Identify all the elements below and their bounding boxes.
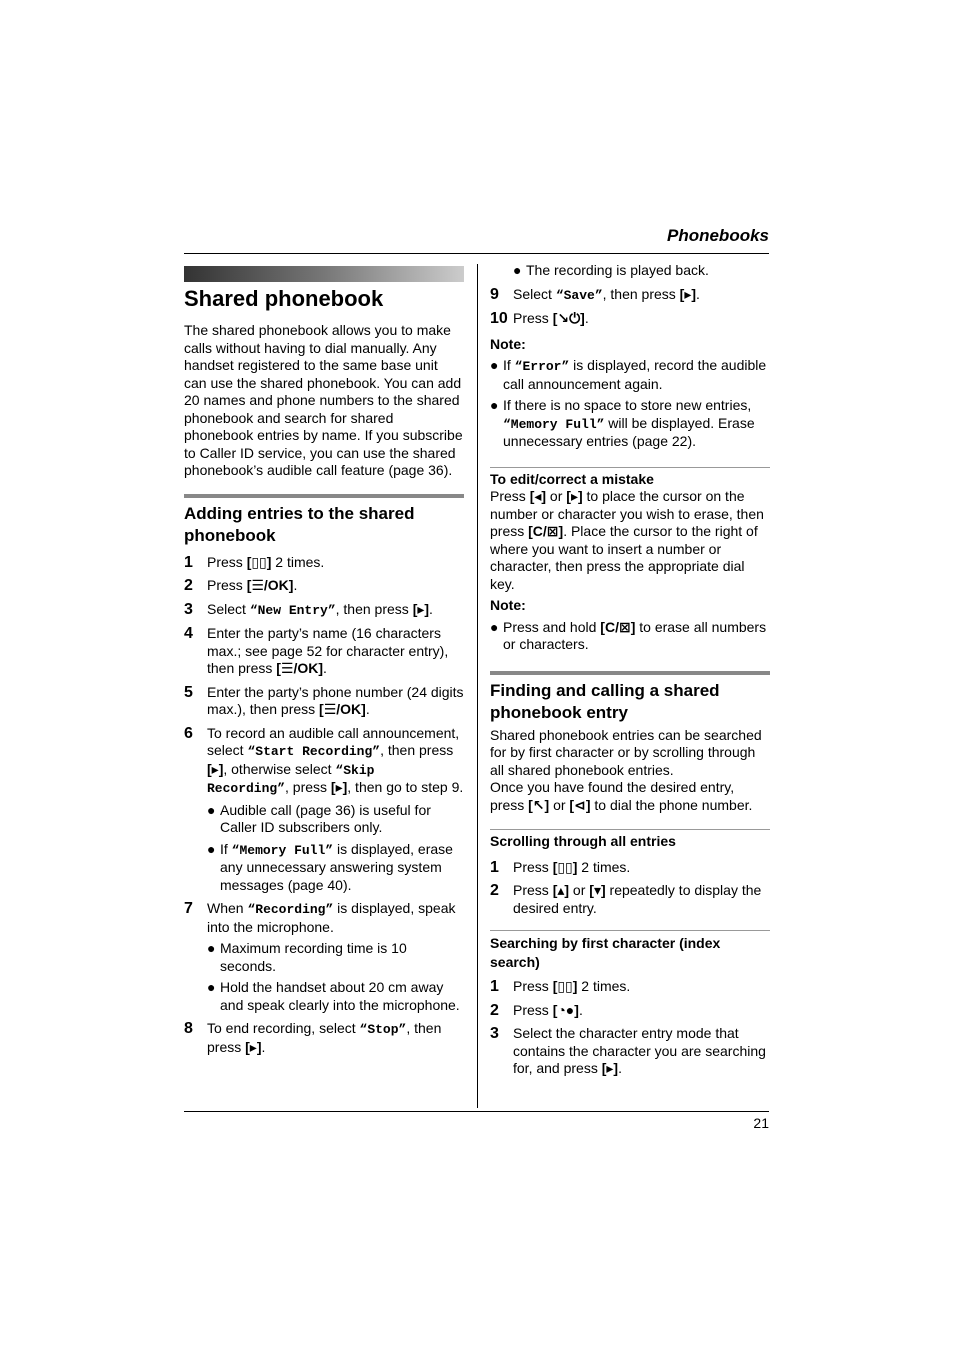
- step-text: .: [584, 310, 589, 326]
- step-number: 1: [490, 978, 499, 995]
- display-text: “Memory Full”: [503, 416, 605, 432]
- bullet-dot-icon: ●: [207, 940, 216, 956]
- phonebook-key-icon: [▯▯]: [552, 858, 578, 875]
- display-text: “Skip Recording”: [207, 762, 375, 796]
- step-text: Select: [513, 285, 556, 302]
- bullet-item: [490, 397, 770, 451]
- search-step-1: [490, 978, 770, 996]
- bullet-text: If: [503, 357, 515, 373]
- step-2: [184, 577, 464, 595]
- step-3: [184, 601, 464, 620]
- bullet-dot-icon: ●: [490, 397, 499, 413]
- bullet-text: is displayed, record the audible call announcement again.: [503, 357, 767, 392]
- step-text: Select the character entry mode that contains the character you are searching for, and press: [513, 1025, 766, 1076]
- display-text: “Memory Full”: [231, 842, 334, 858]
- right-key-icon: [▸]: [679, 285, 697, 302]
- step-text: , then press: [207, 1020, 442, 1055]
- bullet-item: [207, 940, 464, 975]
- step-text: , then go to step 9.: [347, 779, 464, 795]
- step-text: , otherwise select: [223, 760, 336, 777]
- intro-paragraph: The shared phonebook allows you to make calls without having to dial manually. Any handset registered to the same base unit can use the shared phonebook. You can add 20 names and phone numbers to the shared phonebook and search for shared phonebook entries by name. If you subscribe to Caller ID service, you can use the shared phonebook’s audible call feature (page 36).: [184, 322, 463, 478]
- scroll-step-2: [490, 882, 770, 917]
- right-key-icon: [▸]: [601, 1060, 619, 1076]
- phonebook-key-icon: [▯▯]: [552, 978, 578, 994]
- step-text: 2 times.: [577, 978, 631, 994]
- bullet-item: [207, 802, 464, 837]
- step-text: .: [429, 600, 433, 617]
- scroll-step-1: [490, 859, 770, 877]
- step-text: .: [261, 1038, 266, 1055]
- step-text: 2 times.: [271, 553, 325, 570]
- bullet-dot-icon: ●: [513, 262, 522, 278]
- right-key-icon: [▸]: [207, 760, 224, 777]
- step-text: Press: [513, 882, 553, 898]
- up-key-icon: [▴]: [552, 882, 570, 898]
- step-text: is displayed, speak into the microphone.: [207, 900, 456, 935]
- menu-ok-key-icon: [☰/OK]: [276, 660, 324, 676]
- bullet-dot-icon: ●: [207, 979, 216, 995]
- bullet-text: If there is no space to store new entries,: [503, 397, 752, 413]
- display-text: “Stop”: [359, 1022, 407, 1037]
- step-number: 2: [184, 577, 193, 594]
- step-8: [184, 1020, 464, 1056]
- body-text: to place the cursor on the number or character you wish to erase, then press: [490, 488, 764, 539]
- step-text: or: [569, 882, 590, 898]
- edit-paragraph: [490, 488, 770, 593]
- adding-heading: Adding entries to the shared phonebook: [184, 503, 415, 545]
- menu-ok-key-icon: [☰/OK]: [319, 701, 366, 717]
- step-number: 8: [184, 1020, 193, 1037]
- title-bar: [184, 266, 464, 282]
- body-text: to dial the phone number.: [590, 796, 753, 813]
- search-step-3: [490, 1025, 770, 1078]
- step-number: 7: [184, 900, 193, 917]
- bullet-item: [207, 979, 464, 1014]
- step-number: 1: [490, 858, 499, 876]
- step-text: .: [323, 660, 327, 676]
- footer-rule: [184, 1111, 769, 1112]
- step-text: Select: [207, 600, 250, 617]
- bullet-text: to erase all numbers or characters.: [503, 618, 767, 652]
- step-text: 2 times.: [577, 858, 631, 875]
- step-number: 6: [184, 724, 193, 742]
- display-text: “Error”: [514, 359, 570, 374]
- finding-paragraph-2: [490, 779, 770, 814]
- step-4: [184, 625, 464, 678]
- finding-heading: Finding and calling a shared phonebook entry: [490, 680, 720, 722]
- page-number: 21: [753, 1115, 769, 1131]
- step-1: [184, 554, 464, 572]
- finding-paragraph: Shared phonebook entries can be searched for by first character or by scrolling through all shared phonebook entries.: [490, 726, 762, 778]
- step-text: , then press: [602, 285, 680, 302]
- bullet-text: The recording is played back.: [526, 262, 709, 278]
- display-text: “Save”: [555, 287, 603, 303]
- step-text: To record an audible call announcement, select: [207, 724, 460, 758]
- note-title: Note:: [490, 335, 526, 352]
- step-text: .: [696, 285, 700, 302]
- step-text: , press: [285, 779, 331, 795]
- step-6: [184, 725, 464, 895]
- bullet-text: Audible call (page 36) is useful for Caller ID subscribers only.: [220, 801, 431, 835]
- step-text: Press: [513, 858, 553, 875]
- section-divider: [184, 494, 464, 498]
- bullet-dot-icon: ●: [207, 801, 216, 818]
- bullet-text: will be displayed. Erase unnecessary entries (page 22).: [503, 414, 755, 449]
- speaker-key-icon: [⊲]: [569, 796, 591, 813]
- index-key-icon: [◔●]: [552, 1001, 579, 1018]
- step-number: 4: [184, 625, 193, 642]
- left-key-icon: [◂]: [529, 488, 547, 504]
- menu-ok-key-icon: [☰/OK]: [246, 577, 294, 593]
- step-text: repeatedly to display the desired entry.: [513, 882, 762, 916]
- step-text: Press: [513, 978, 553, 994]
- bullet-text: If: [220, 840, 232, 857]
- body-text: or: [549, 796, 570, 813]
- body-text: . Place the cursor to the right of where you want to insert a number or character, then press the appropriate dial key.: [490, 523, 758, 592]
- right-key-icon: [▸]: [245, 1038, 262, 1055]
- bullet-item: [207, 841, 464, 895]
- display-text: “New Entry”: [249, 602, 336, 618]
- display-text: “Recording”: [247, 902, 334, 917]
- step-7: [184, 900, 464, 1014]
- body-text: Press: [490, 488, 530, 504]
- right-key-icon: [▸]: [330, 779, 348, 795]
- bullet-text: Press and hold: [503, 618, 601, 635]
- step-number: 10: [490, 310, 508, 327]
- step-number: 3: [490, 1025, 499, 1042]
- step-number: 5: [184, 683, 193, 701]
- header-rule: [184, 253, 769, 254]
- step-text: When: [207, 900, 248, 916]
- bullet-dot-icon: ●: [490, 357, 499, 373]
- step-text: .: [618, 1060, 622, 1076]
- section-divider: [490, 671, 770, 675]
- bullet-text: is displayed, erase any unnecessary answering system messages (page 40).: [220, 840, 453, 893]
- off-power-key-icon: [↘⏻]: [552, 310, 585, 326]
- scroll-heading: Scrolling through all entries: [490, 833, 676, 849]
- bullet-item: [490, 357, 770, 393]
- bullet-item: [513, 262, 770, 280]
- down-key-icon: [▾]: [589, 882, 606, 898]
- right-key-icon: [▸]: [412, 600, 430, 617]
- left-column: [184, 266, 464, 1056]
- step-10: [490, 310, 770, 328]
- step-text: Press: [513, 310, 553, 326]
- bullet-text: Maximum recording time is 10 seconds.: [220, 940, 407, 974]
- clear-key-icon: [C/⊠]: [600, 618, 636, 635]
- step-number: 2: [490, 1001, 499, 1019]
- clear-key-icon: [C/⊠]: [528, 523, 564, 539]
- display-text: “Start Recording”: [247, 744, 381, 759]
- step-text: .: [578, 1001, 583, 1018]
- subsection-divider: [490, 930, 770, 931]
- talk-key-icon: [↖]: [528, 796, 550, 813]
- bullet-text: Hold the handset about 20 cm away and speak clearly into the microphone.: [220, 979, 460, 1013]
- right-column: [490, 262, 770, 1078]
- subsection-divider: [490, 829, 770, 830]
- step-5: [184, 684, 464, 719]
- edit-heading: To edit/correct a mistake: [490, 470, 654, 487]
- step-9: [490, 286, 770, 305]
- step-number: 3: [184, 600, 193, 618]
- step-text: To end recording, select: [207, 1020, 360, 1036]
- bullet-dot-icon: ●: [207, 840, 216, 857]
- search-heading: Searching by first character (index search): [490, 935, 721, 970]
- step-text: Enter the party’s phone number (24 digits max.), then press: [207, 683, 464, 717]
- step-text: Press: [513, 1001, 553, 1018]
- step-text: , then press: [335, 600, 413, 617]
- right-key-icon: [▸]: [566, 488, 583, 504]
- step-text: Enter the party’s name (16 characters max.; see page 52 for character entry), then press: [207, 625, 449, 676]
- page-title: Shared phonebook: [184, 286, 384, 311]
- step-number: 1: [184, 553, 193, 571]
- step-text: , then press: [380, 742, 454, 758]
- step-text: Press: [207, 577, 247, 593]
- phonebook-key-icon: [▯▯]: [246, 553, 272, 570]
- bullet-dot-icon: ●: [490, 618, 499, 635]
- column-divider: [477, 264, 478, 1108]
- step-text: .: [365, 701, 370, 717]
- subsection-divider: [490, 467, 770, 468]
- step-number: 2: [490, 882, 499, 899]
- search-step-2: [490, 1002, 770, 1020]
- step-number: 9: [490, 285, 499, 303]
- section-header: Phonebooks: [666, 226, 769, 245]
- note-title: Note:: [490, 597, 526, 613]
- step-text: .: [293, 577, 298, 593]
- step-text: Press: [207, 553, 247, 570]
- bullet-item: [490, 619, 770, 654]
- body-text: or: [546, 488, 567, 504]
- body-text: Once you have found the desired entry, press: [490, 779, 735, 813]
